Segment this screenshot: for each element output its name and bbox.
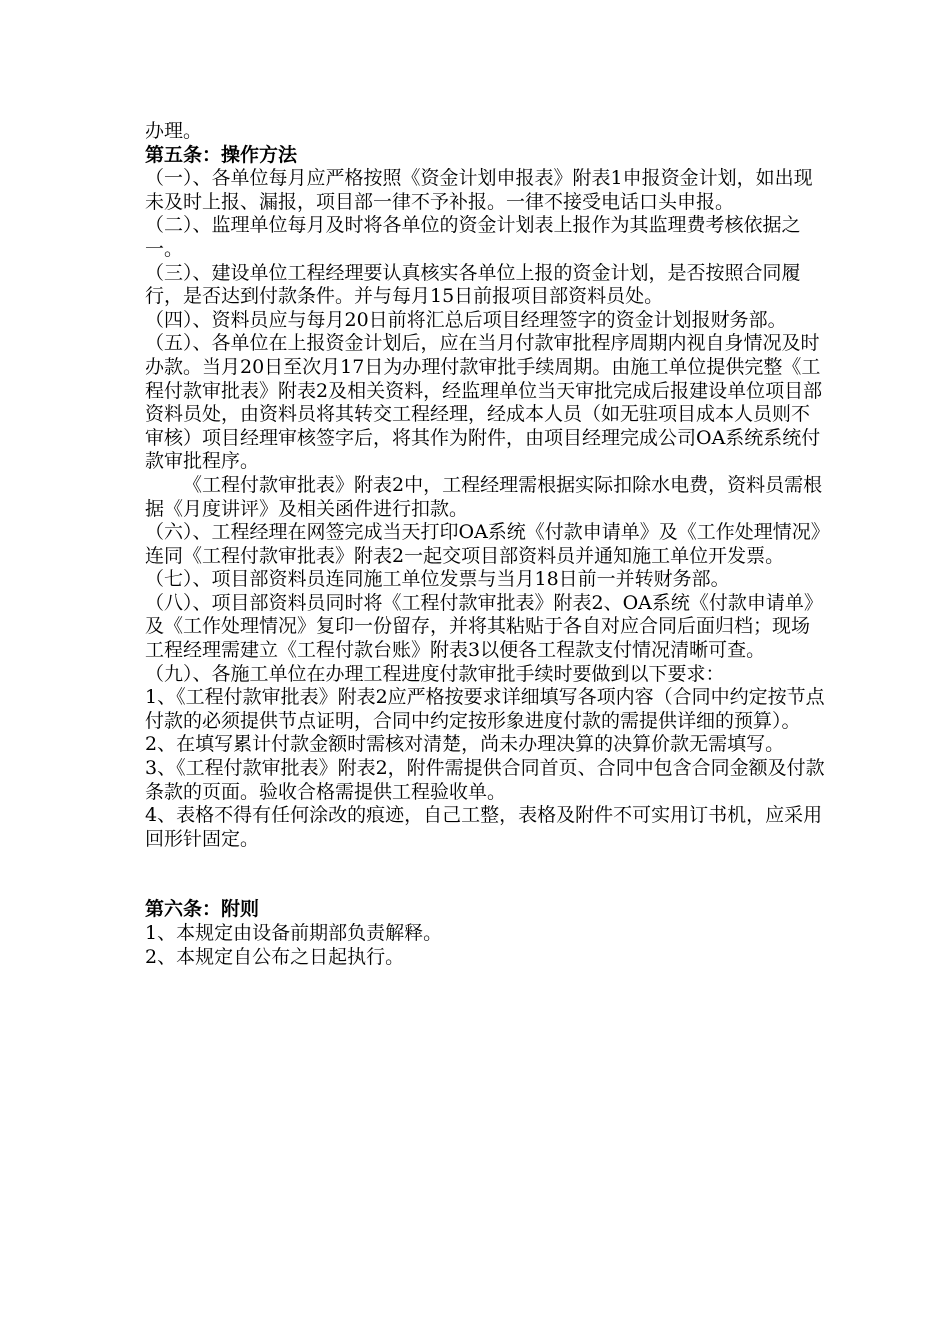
document-page (145, 120, 825, 969)
section-5-item-2: （二）、监理单位每月及时将各单位的资金计划表上报作为其监理费考核依据之一。 (145, 214, 801, 260)
section-5-item-6: （六）、工程经理在网签完成当天打印OA系统《付款申请单》及《工作处理情况》连同《工程付款审批表》附表2一起交项目部资料员并通知施工单位开发票。 (145, 521, 821, 567)
requirement-2: 2、在填写累计付款金额时需核对清楚，尚未办理决算的决算价款无需填写。 (145, 733, 785, 756)
spacer (145, 851, 825, 898)
section-5-title: 第五条：操作方法 (145, 143, 298, 166)
section-6-title: 第六条：附则 (145, 898, 260, 921)
section-5-item-8: （八）、项目部资料员同时将《工程付款审批表》附表2、OA系统《付款申请单》及《工作处理情况》复印一份留存，并将其粘贴于各自对应合同后面归档；现场工程经理需建立《工程付款台账》附表3以便各工程款支付情况清晰可查。 (145, 591, 823, 662)
section-5-item-5-note: 《工程付款审批表》附表2中，工程经理需根据实际扣除水电费，资料员需根据《月度讲评》及相关函件进行扣款。 (145, 473, 823, 520)
requirement-4: 4、表格不得有任何涂改的痕迹，自己工整，表格及附件不可实用订书机，应采用回形针固定。 (145, 804, 823, 850)
section-6-item-1: 1、本规定由设备前期部负责解释。 (145, 922, 443, 944)
section-5-item-5: （五）、各单位在上报资金计划后，应在当月付款审批程序周期内视自身情况及时办款。当月20日至次月17日为办理付款审批手续周期。由施工单位提供完整《工程付款审批表》附表2及相关资料，经监理单位当天审批完成后报建设单位项目部资料员处，由资料员将其转交工程经理，经成本人员（如无驻项目成本人员则不审核）项目经理审核签字后，将其作为附件，由项目经理完成公司OA系统系统付款审批程序。 (145, 332, 823, 473)
section-5-item-7: （七）、项目部资料员连同施工单位发票与当月18日前一并转财务部。 (145, 568, 730, 591)
section-6-item-2: 2、本规定自公布之日起执行。 (145, 945, 405, 968)
requirement-3: 3、《工程付款审批表》附表2，附件需提供合同首页、合同中包含合同金额及付款条款的页面。验收合格需提供工程验收单。 (145, 757, 825, 803)
requirement-1: 1、《工程付款审批表》附表2应严格按要求详细填写各项内容（合同中约定按节点付款的必须提供节点证明，合同中约定按形象进度付款的需提供详细的预算）。 (145, 686, 825, 732)
section-5-item-1: （一）、各单位每月应严格按照《资金计划申报表》附表1申报资金计划，如出现未及时上报、漏报，项目部一律不予补报。一律不接受电话口头申报。 (145, 167, 813, 213)
section-5-item-9: （九）、各施工单位在办理工程进度付款审批手续时要做到以下要求： (145, 662, 725, 685)
intro-text: 办理。 (145, 120, 203, 142)
section-5-item-3: （三）、建设单位工程经理要认真核实各单位上报的资金计划，是否按照合同履行，是否达到付款条件。并与每月15日前报项目部资料员处。 (145, 261, 801, 308)
section-5-item-4: （四）、资料员应与每月20日前将汇总后项目经理签字的资金计划报财务部。 (145, 308, 787, 331)
